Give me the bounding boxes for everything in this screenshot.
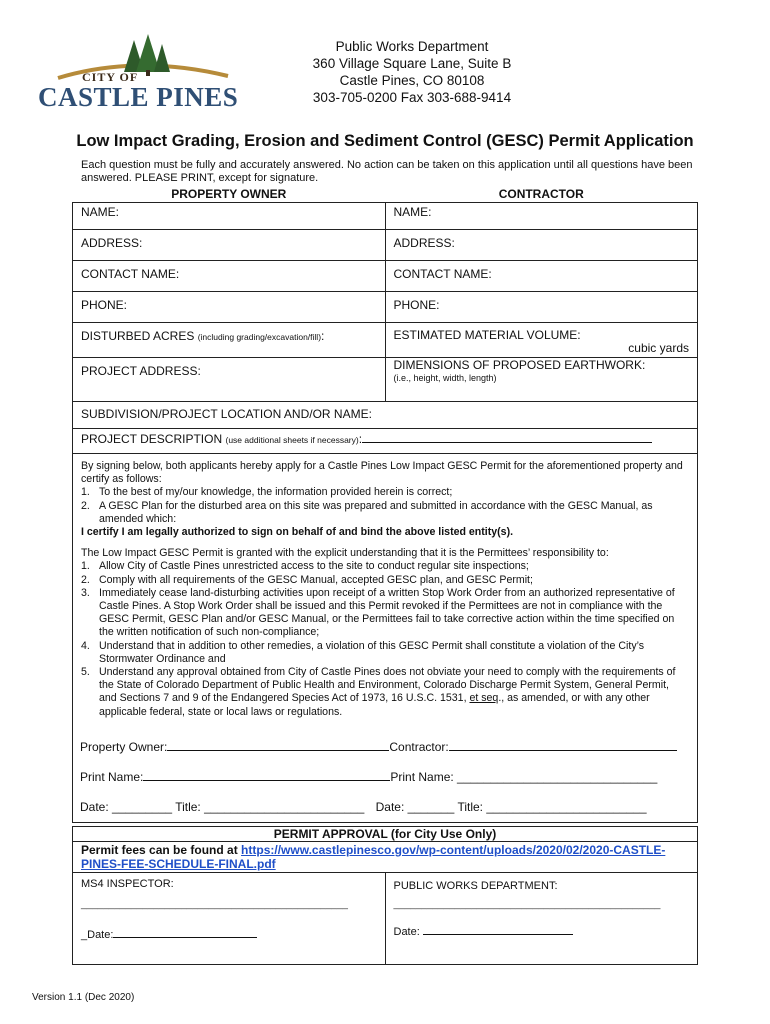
ms4-inspector-box <box>73 873 386 964</box>
material-volume-label: ESTIMATED MATERIAL VOLUME: <box>393 327 581 342</box>
city-logo <box>38 32 250 112</box>
pw-date[interactable]: Date: <box>394 926 573 938</box>
dimensions-label: DIMENSIONS OF PROPOSED EARTHWORK: <box>393 357 646 372</box>
owner-name-field[interactable] <box>73 202 386 229</box>
contractor-date-title[interactable]: Date: _______ Title: ________________________ <box>375 800 647 814</box>
certify-list <box>81 486 689 526</box>
list-item: 4. Understand that in addition to other remedies, a violation of this GESC Permit shall constitute a violation of the City’s Stormwater Ordinance and <box>81 639 645 665</box>
ms4-inspector-label: MS4 INSPECTOR: <box>81 878 174 890</box>
contractor-name-label: NAME: <box>393 204 432 219</box>
contractor-print-label[interactable]: Print Name: ______________________________ <box>390 770 658 784</box>
disturbed-acres-field[interactable] <box>73 322 386 357</box>
owner-address-field[interactable] <box>73 229 386 260</box>
certification-section <box>72 453 698 823</box>
contractor-address-field[interactable] <box>385 229 698 260</box>
public-works-label: PUBLIC WORKS DEPARTMENT: <box>393 880 558 892</box>
terms-list <box>81 560 689 718</box>
owner-contact-label: CONTACT NAME: <box>81 266 180 281</box>
date-title-row <box>80 800 647 814</box>
owner-contact-field[interactable] <box>73 260 386 291</box>
subdivision-label: SUBDIVISION/PROJECT LOCATION AND/OR NAME: <box>81 406 372 421</box>
address-line: 303-705-0200 Fax 303-688-9414 <box>312 90 512 105</box>
contractor-signature-label: Contractor: <box>389 740 449 754</box>
list-item: 2. A GESC Plan for the disturbed area on this site was prepared and submitted in accordance with the GESC Manual, as amended which: <box>81 499 653 525</box>
permit-approval-section <box>72 826 698 965</box>
ms4-signature-line[interactable]: ________________________________________________ <box>81 899 348 910</box>
contractor-signature-line[interactable] <box>449 750 677 751</box>
list-item: 2. Comply with all requirements of the GESC Manual, accepted GESC plan, and GESC Permit; <box>81 573 533 586</box>
owner-header: PROPERTY OWNER <box>73 187 386 202</box>
fees-notice <box>73 842 697 873</box>
certify-authorized: I certify I am legally authorized to sign on behalf of and bind the above listed entity(s). <box>81 526 514 539</box>
address-line: 360 Village Square Lane, Suite B <box>312 56 512 71</box>
owner-phone-field[interactable] <box>73 291 386 322</box>
owner-date-title[interactable]: Date: _________ Title: ________________________ <box>80 800 365 814</box>
public-works-box <box>386 873 698 964</box>
disturbed-acres-colon: : <box>321 328 325 343</box>
certify-intro: By signing below, both applicants hereby apply for a Castle Pines Low Impact GESC Permit for the aforementioned property and certify as follows: <box>81 460 683 486</box>
contractor-contact-field[interactable] <box>385 260 698 291</box>
contractor-header: CONTRACTOR <box>385 187 698 202</box>
fee-schedule-link[interactable]: https://www.castlepinesco.gov/wp-content/uploads/2020/02/2020-CASTLE-PINES-FEE-SCHEDULE-FINAL.pdf <box>81 843 666 871</box>
owner-print-label: Print Name: <box>80 770 144 784</box>
project-description-label: PROJECT DESCRIPTION <box>81 431 223 446</box>
owner-print-line[interactable] <box>143 780 390 781</box>
list-item: 1. Allow City of Castle Pines unrestricted access to the site to conduct regular site inspections; <box>81 560 529 573</box>
ms4-date[interactable]: _Date: <box>81 929 257 941</box>
approval-columns <box>73 873 697 964</box>
logo-city-of: CITY OF <box>82 70 139 84</box>
address-line: Castle Pines, CO 80108 <box>339 73 485 88</box>
contractor-phone-label: PHONE: <box>393 297 440 312</box>
address-line: Public Works Department <box>335 39 489 54</box>
list-item: 3. Immediately cease land-disturbing activities upon receipt of a written Stop Work Order from an authorized representative of Castle Pines. A Stop Work Order shall be issued and this Permit revoked if the Permittees are not in compliance with the GESC Permit, GESC Plan and/or GESC Manual, or the Permittees fail to take corrective action within the time specified on the written notification of such non-compliance; <box>81 586 675 639</box>
approval-header: PERMIT APPROVAL (for City Use Only) <box>73 827 697 842</box>
applicant-table <box>72 187 698 454</box>
project-description-line[interactable] <box>362 442 652 443</box>
project-description-note: (use additional sheets if necessary) <box>225 434 359 445</box>
owner-phone-label: PHONE: <box>81 297 128 312</box>
disturbed-acres-note: (including grading/excavation/fill) <box>197 331 322 342</box>
logo-name: CASTLE PINES <box>38 82 239 112</box>
subdivision-field[interactable] <box>73 401 698 428</box>
grant-intro: The Low Impact GESC Permit is granted with the explicit understanding that it is the Permittees’ responsibility to: <box>81 547 609 560</box>
intro-text: Each question must be fully and accurately answered. No action can be taken on this application until all questions have been answered. PLEASE PRINT, except for signature. <box>81 159 693 184</box>
signature-row <box>80 740 677 754</box>
owner-signature-line[interactable] <box>167 750 389 751</box>
page-title: Low Impact Grading, Erosion and Sediment Control (GESC) Permit Application <box>76 132 694 150</box>
fees-label: Permit fees can be found at <box>81 843 242 857</box>
owner-name-label: NAME: <box>81 204 120 219</box>
project-address-label: PROJECT ADDRESS: <box>81 363 201 378</box>
list-item: 1. To the best of my/our knowledge, the information provided herein is correct; <box>81 486 453 499</box>
list-item: 5. Understand any approval obtained from City of Castle Pines does not obviate your need to comply with the requirements of the State of Colorado Department of Public Health and Environment, Colorado Discharge Permit System, General Permit, and Sections 7 and 9 of the Endangered Species Act of 1973, 16 U.S.C. 1531, et seq., as amended, or with any other applicable federal, state or local laws or regulations. <box>81 666 676 718</box>
department-address <box>282 38 542 106</box>
version-label: Version 1.1 (Dec 2020) <box>32 992 135 1003</box>
contractor-phone-field[interactable] <box>385 291 698 322</box>
project-address-field[interactable] <box>73 357 386 401</box>
contractor-address-label: ADDRESS: <box>393 235 455 250</box>
material-volume-unit: cubic yards <box>628 340 689 355</box>
pine-trees-icon <box>38 32 250 88</box>
project-description-colon: : <box>358 431 363 446</box>
contractor-name-field[interactable] <box>385 202 698 229</box>
owner-signature-label: Property Owner: <box>80 740 168 754</box>
pw-signature-line[interactable]: ________________________________________________ <box>393 899 661 910</box>
owner-address-label: ADDRESS: <box>81 235 143 250</box>
material-volume-field[interactable] <box>385 322 698 357</box>
print-name-row <box>80 770 657 784</box>
project-description-field[interactable] <box>73 428 698 454</box>
disturbed-acres-label: DISTURBED ACRES <box>81 328 195 343</box>
dimensions-field[interactable] <box>385 357 698 401</box>
dimensions-note: (i.e., height, width, length) <box>393 372 497 383</box>
contractor-contact-label: CONTACT NAME: <box>393 266 492 281</box>
